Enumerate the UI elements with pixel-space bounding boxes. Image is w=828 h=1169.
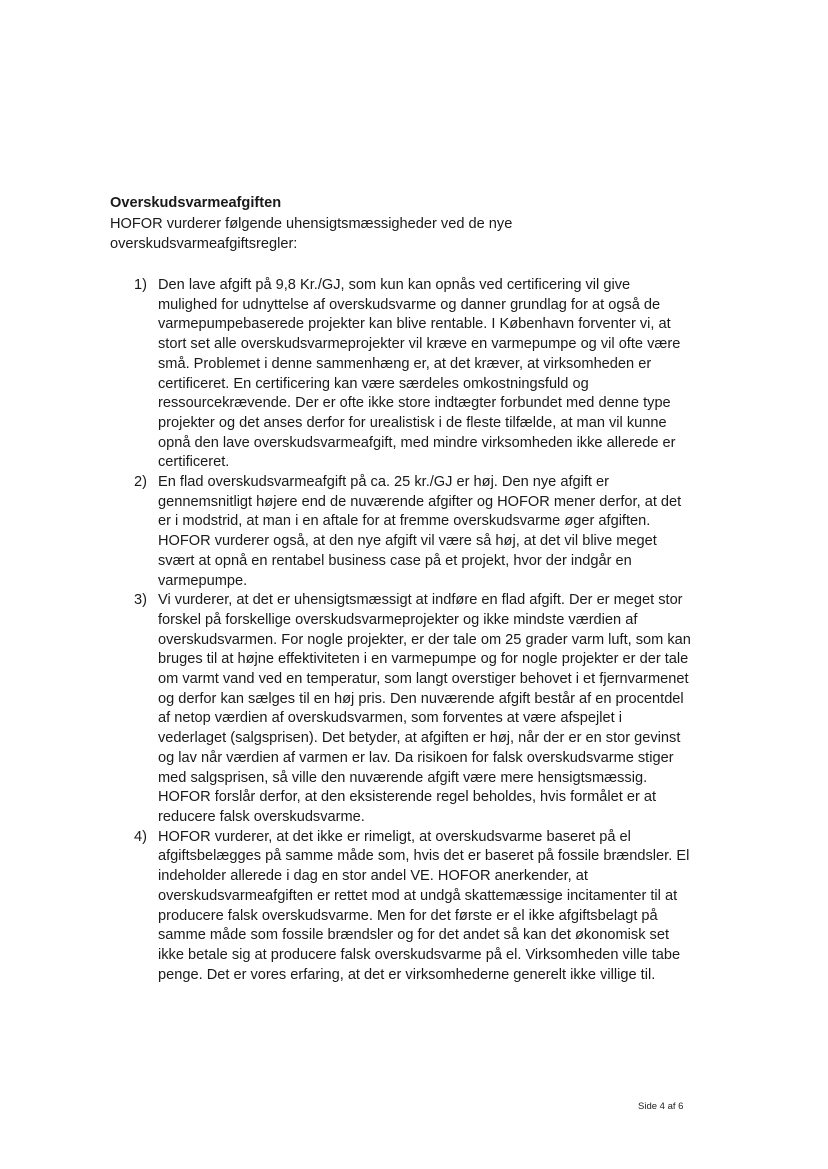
list-item (110, 828, 700, 986)
list-item-text: Vi vurderer, at det er uhensigtsmæssigt at indføre en flad afgift. Der er meget stor forskel på forskellige overskudsvarmeprojekter og ikke mindste værdien af overskudsvarmen. For nogle projekter, er der tale om 25 grader varm luft, som kan bruges til at højne effektiviteten i en varmepumpe og for nogle projekter er der tale om varmt vand ved en temperatur, som langt overstiger behovet i et fjernvarmenet og derfor kan sælges til en høj pris. Den nuværende afgift består af en procentdel af netop værdien af overskudsvarmen, som forventes at være afspejlet i vederlaget (salgsprisen). Det betyder, at afgiften er høj, når der er en stor gevinst og lav når værdien af varmen er lav. Da risikoen for falsk overskudsvarme stiger med salgsprisen, så ville den nuværende afgift være mere hensigtsmæssig. HOFOR forslår derfor, at den eksisterende regel beholdes, hvis formålet er at reducere falsk overskudsvarme. (158, 592, 691, 825)
list-item-number: 2) (134, 474, 147, 491)
list-item-text: Den lave afgift på 9,8 Kr./GJ, som kun kan opnås ved certificering vil give mulighed for udnyttelse af overskudsvarme og danner grundlag for at også de varmepumpebaserede projekter kan blive rentable. I København forventer vi, at stort set alle overskudsvarmeprojekter vil kræve en varmepumpe og vil ofte være små. Problemet i denne sammenhæng er, at det kræver, at virksomheden er certificeret. En certificering kan være særdeles omkostningsfuld og ressourcekrævende. Der er ofte ikke store indtægter forbundet med denne type projekter og det anses derfor for urealistisk i de fleste tilfælde, at man vil kunne opnå den lave overskudsvarmeafgift, med mindre virksomheden ikke allerede er certificeret. (158, 277, 681, 471)
list-item (110, 591, 700, 827)
list-item-number: 4) (134, 828, 147, 845)
numbered-list (110, 276, 700, 985)
list-item (110, 473, 700, 591)
list-item-number: 3) (134, 592, 147, 609)
list-item-text: HOFOR vurderer, at det ikke er rimeligt, at overskudsvarme baseret på el afgiftsbelægges på samme måde som, hvis det er baseret på fossile brændsler. El indeholder allerede i dag en stor andel VE. HOFOR anerkender, at overskudsvarmeafgiften er rettet mod at undgå skattemæssige incitamenter til at producere falsk overskudsvarme. Men for det første er el ikke afgiftsbelagt på samme måde som fossile brændsler og for det andet så kan det økonomisk set ikke betale sig at producere falsk overskudsvarme på el. Virksomheden ville tabe penge. Det er vores erfaring, at det er virksomhederne generelt ikke villige til. (158, 828, 690, 983)
intro-paragraph: HOFOR vurderer følgende uhensigtsmæssigheder ved de nye overskudsvarmeafgiftsregler: (110, 216, 513, 252)
list-item-text: En flad overskudsvarmeafgift på ca. 25 kr./GJ er høj. Den nye afgift er gennemsnitligt højere end de nuværende afgifter og HOFOR mener derfor, at det er i modstrid, at man i en aftale for at fremme overskudsvarme øger afgiften. HOFOR vurderer også, at den nye afgift vil være så høj, at det vil blive meget svært at opnå en rentabel business case på et projekt, hvor der indgår en varmepumpe. (158, 474, 682, 589)
list-item (110, 276, 700, 473)
section-heading: Overskudsvarmeafgiften (110, 195, 282, 211)
list-item-number: 1) (134, 277, 147, 293)
page-number: Side 4 af 6 (638, 1101, 684, 1112)
